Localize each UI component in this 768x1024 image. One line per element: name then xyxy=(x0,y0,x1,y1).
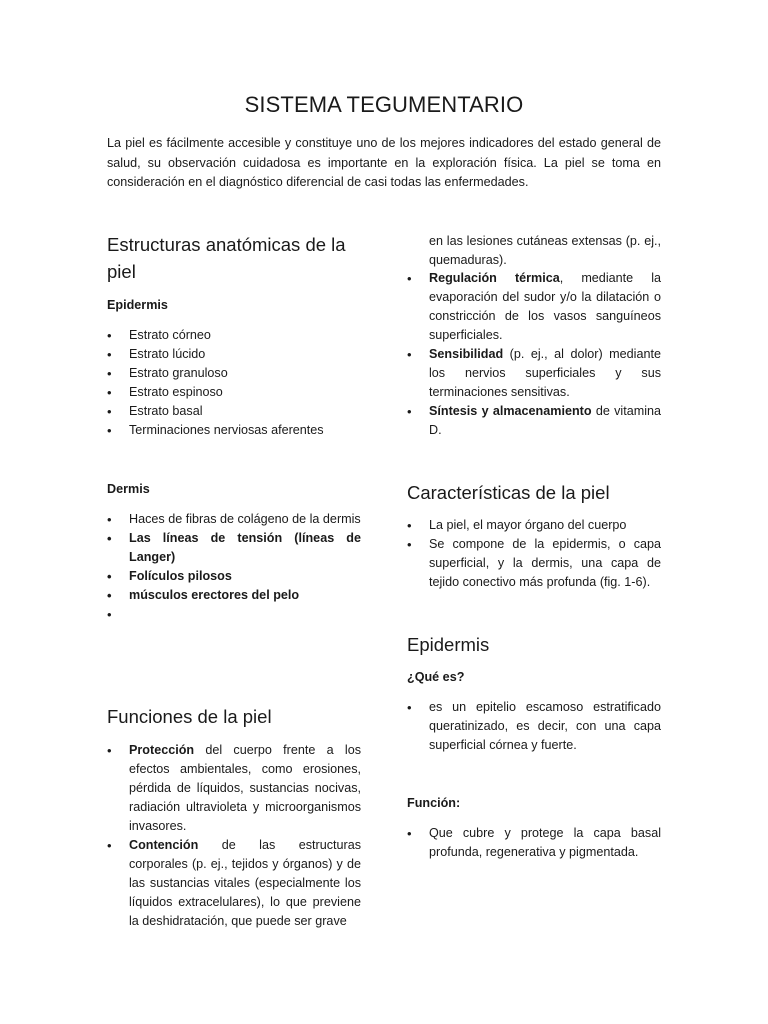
item-bold: Contención xyxy=(129,838,199,852)
list-funciones-cont xyxy=(407,269,661,440)
item-text: de vitamina D. xyxy=(429,404,661,437)
list-item: • Folículos pilosos xyxy=(107,567,361,586)
list-item: • Estrato córneo xyxy=(107,326,361,345)
item-bold: Síntesis y almacenamiento xyxy=(429,404,592,418)
heading-estructuras: Estructuras anatómicas de la piel xyxy=(107,234,346,282)
list-item: • Las líneas de tensión (líneas de Langer) xyxy=(107,529,361,567)
item-text: (p. ej., al dolor) mediante los nervios superficiales y sus terminaciones sensitivas. xyxy=(429,347,661,399)
item-bold: Regulación térmica xyxy=(429,271,560,285)
list-item xyxy=(107,605,361,624)
list-item: • músculos erectores del pelo xyxy=(107,586,361,605)
item-bold: Sensibilidad xyxy=(429,347,504,361)
heading-funciones: Funciones de la piel xyxy=(107,706,272,727)
list-item: • Estrato granuloso xyxy=(107,364,361,383)
intro-paragraph: La piel es fácilmente accesible y constituye uno de los mejores indicadores del estado general de salud, su observación cuidadosa es importante en la exploración física. La piel se toma en consideración en el diagnóstico diferencial de casi todas las enfermedades. xyxy=(107,136,661,189)
list-dermis xyxy=(107,510,361,624)
list-funcion xyxy=(407,824,661,862)
item-text: , mediante la evaporación del sudor y/o la dilatación o constricción de los vasos sanguíneos superficiales. xyxy=(429,271,661,342)
item-text: de las estructuras corporales (p. ej., tejidos y órganos) y de las sustancias vitales (especialmente los líquidos extracelulares), lo que previene la deshidratación, que puede ser grave xyxy=(129,838,361,928)
heading-epidermis: Epidermis xyxy=(407,634,490,655)
continued-text: en las lesiones cutáneas extensas (p. ej., quemaduras). xyxy=(429,234,661,267)
list-item xyxy=(407,345,661,402)
item-text: del cuerpo frente a los efectos ambientales, como erosiones, pérdida de líquidos, sustancias nocivas, radiación ultravioleta y microorganismos invasores. xyxy=(129,743,361,833)
list-item: • es un epitelio escamoso estratificado queratinizado, es decir, con una capa superficial córnea y fuerte. xyxy=(407,698,661,755)
list-item: • Terminaciones nerviosas aferentes xyxy=(107,421,361,440)
list-item: • Estrato espinoso xyxy=(107,383,361,402)
label-que-es: ¿Qué es? xyxy=(407,670,465,684)
list-item: • Que cubre y protege la capa basal profunda, regenerativa y pigmentada. xyxy=(407,824,661,862)
label-funcion: Función: xyxy=(407,796,461,810)
page-title: SISTEMA TEGUMENTARIO xyxy=(244,92,524,117)
list-item: • Haces de fibras de colágeno de la dermis xyxy=(107,510,361,529)
list-epidermis xyxy=(107,326,361,440)
list-item xyxy=(407,402,661,440)
label-epidermis: Epidermis xyxy=(107,298,168,312)
list-item: • Estrato lúcido xyxy=(107,345,361,364)
item-bold: Protección xyxy=(129,743,195,757)
list-caracteristicas xyxy=(407,516,661,592)
list-item xyxy=(407,269,661,345)
heading-caracteristicas: Características de la piel xyxy=(407,482,610,503)
list-que-es xyxy=(407,698,661,755)
label-dermis: Dermis xyxy=(107,482,150,496)
list-item: • Estrato basal xyxy=(107,402,361,421)
list-item xyxy=(107,836,361,931)
list-item: • Se compone de la epidermis, o capa superficial, y la dermis, una capa de tejido conectivo más profunda (fig. 1-6). xyxy=(407,535,661,592)
list-item xyxy=(107,741,361,836)
list-item: • La piel, el mayor órgano del cuerpo xyxy=(407,516,661,535)
list-funciones xyxy=(107,741,361,931)
